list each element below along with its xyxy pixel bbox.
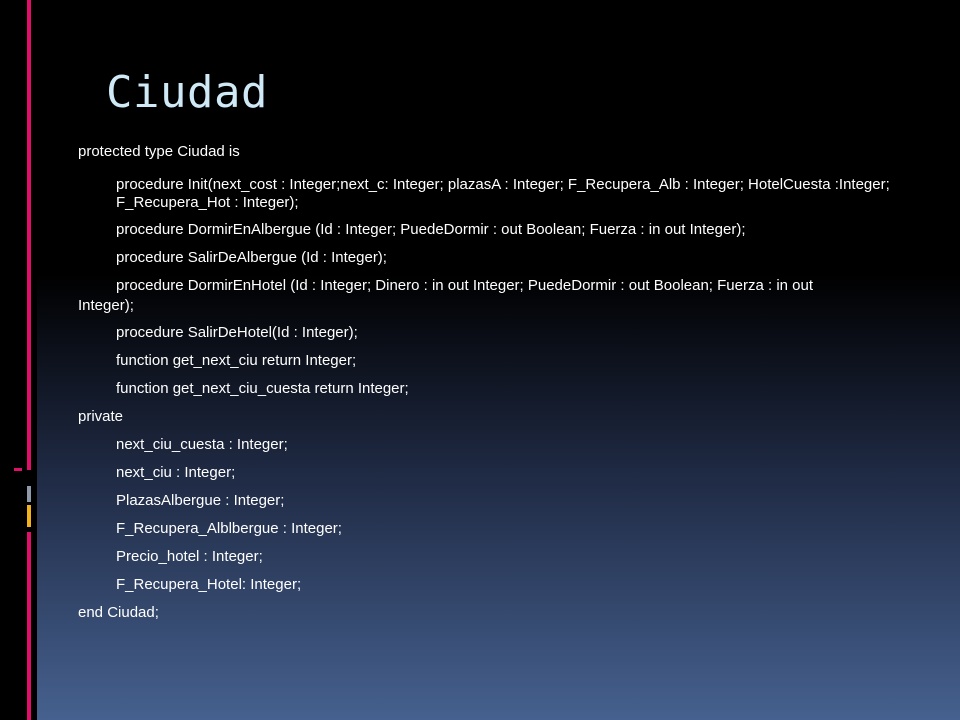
code-line: next_ciu : Integer; <box>116 464 236 481</box>
code-line: Precio_hotel : Integer; <box>116 548 263 565</box>
code-line: next_ciu_cuesta : Integer; <box>116 436 288 453</box>
code-line: F_Recupera_Alblbergue : Integer; <box>116 520 342 537</box>
code-line: function get_next_ciu_cuesta return Integer; <box>116 380 409 397</box>
decor-tick-pink <box>14 468 22 471</box>
slide-body <box>78 143 898 621</box>
code-line: F_Recupera_Hotel: Integer; <box>116 576 302 593</box>
decor-bar-yellow <box>27 505 31 527</box>
slide-title: Ciudad <box>106 67 268 118</box>
code-line: function get_next_ciu return Integer; <box>116 352 357 369</box>
sidebar-decoration <box>0 0 40 720</box>
code-line: PlazasAlbergue : Integer; <box>116 492 285 509</box>
code-line: procedure SalirDeHotel(Id : Integer); <box>116 324 358 341</box>
decor-bar-pink-top <box>27 0 31 470</box>
code-line: Integer); <box>78 297 134 314</box>
code-line: procedure Init(next_cost : Integer;next_c: Integer; plazasA : Integer; F_Recupera_Alb : Integer; HotelCuesta :Integer; F_Recupera_Hot : Integer); <box>116 176 890 211</box>
decor-bar-grey <box>27 486 31 502</box>
code-line: end Ciudad; <box>78 604 159 621</box>
code-line: protected type Ciudad is <box>78 143 240 160</box>
code-line: procedure SalirDeAlbergue (Id : Integer); <box>116 249 387 266</box>
code-line: procedure DormirEnHotel (Id : Integer; Dinero : in out Integer; PuedeDormir : out Boolean; Fuerza : in out <box>116 277 814 294</box>
code-line: procedure DormirEnAlbergue (Id : Integer; PuedeDormir : out Boolean; Fuerza : in out Integer); <box>116 221 746 238</box>
code-line: private <box>78 408 124 425</box>
decor-bar-pink-bottom <box>27 532 31 720</box>
